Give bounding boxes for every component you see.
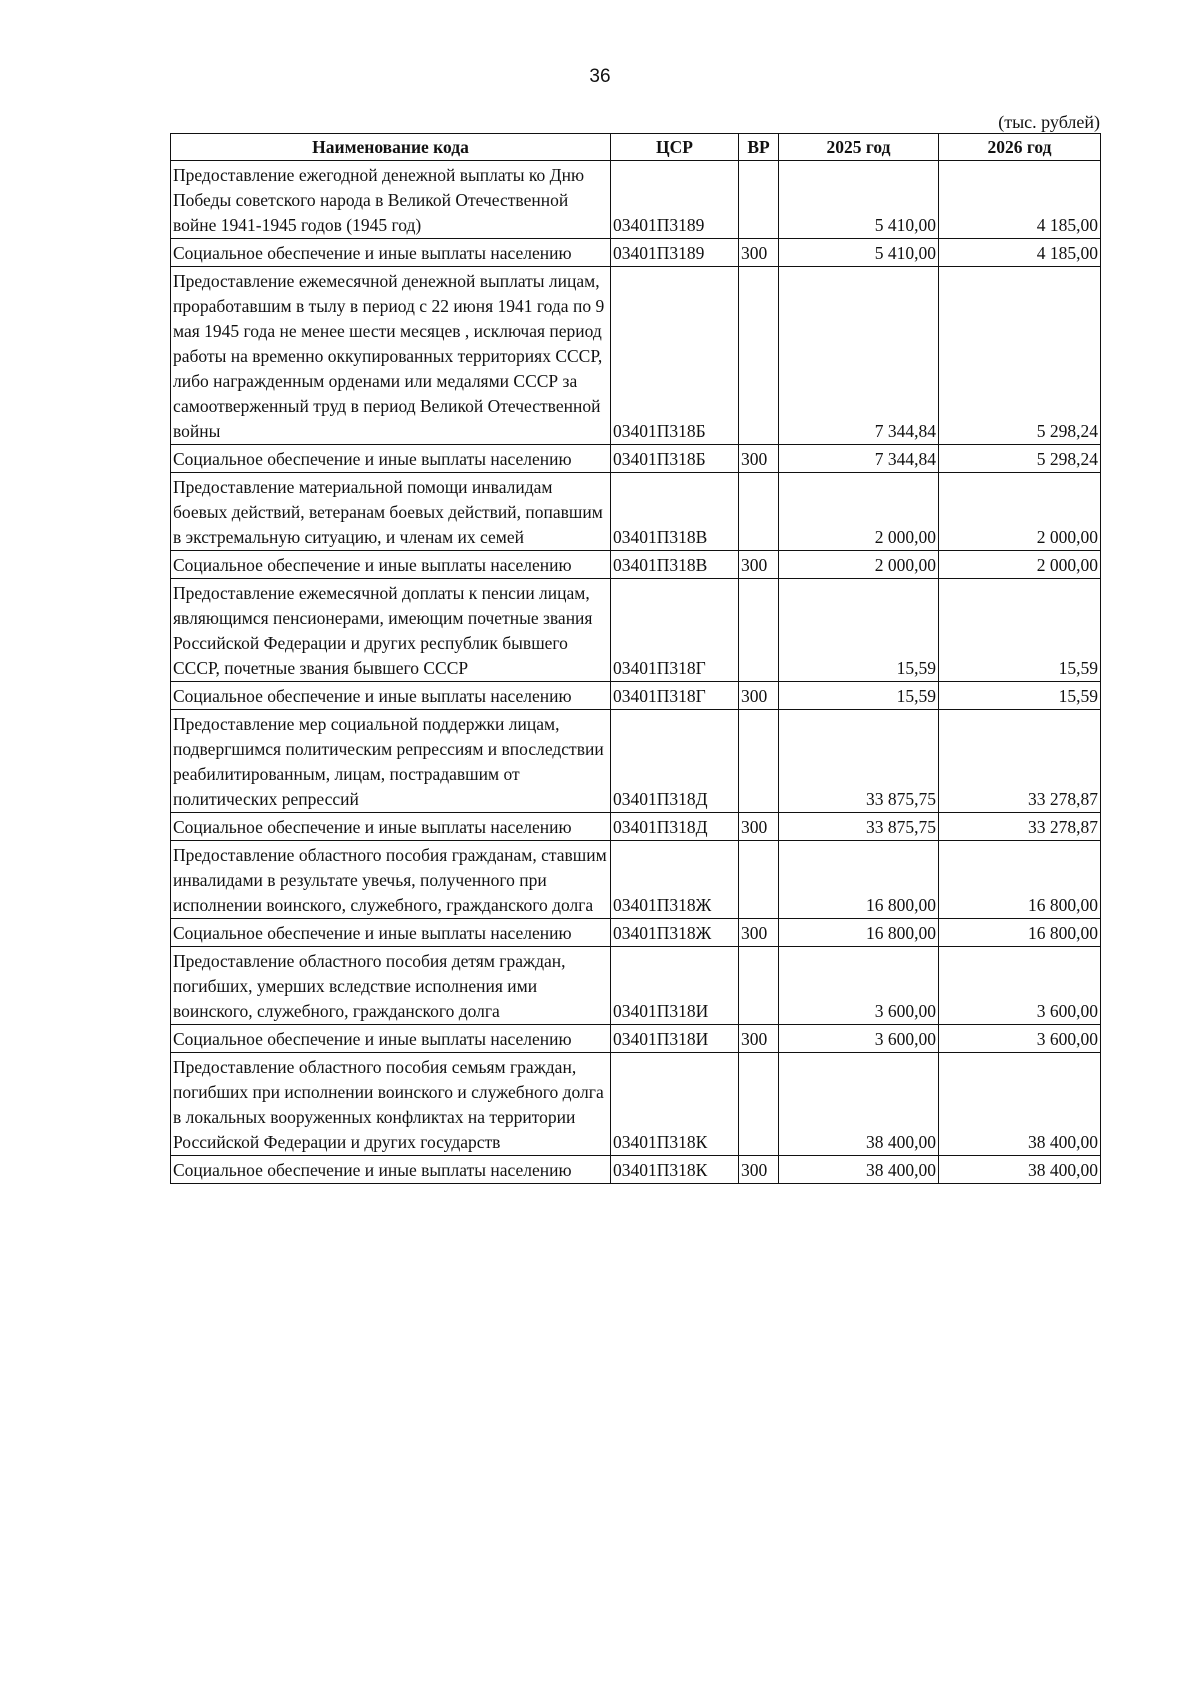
cell-csr: 03401П318К xyxy=(611,1156,739,1184)
table-row xyxy=(171,267,1101,445)
table-body xyxy=(171,161,1101,1184)
cell-csr: 03401П318И xyxy=(611,1025,739,1053)
table-row xyxy=(171,473,1101,551)
cell-2025: 5 410,00 xyxy=(779,239,939,267)
cell-name: Предоставление материальной помощи инвалидам боевых действий, ветеранам боевых действий, попавшим в экстремальную ситуацию, и членам их семей xyxy=(171,473,611,551)
units-label: (тыс. рублей) xyxy=(998,112,1100,132)
header-2025: 2025 год xyxy=(779,134,939,161)
cell-name: Социальное обеспечение и иные выплаты населению xyxy=(171,682,611,710)
cell-name: Предоставление ежемесячной денежной выплаты лицам, проработавшим в тылу в период с 22 июня 1941 года по 9 мая 1945 года не менее шести месяцев , исключая период работы на временно оккупированных территориях СССР, либо награжденным орденами или медалями СССР за самоотверженный труд в период Великой Отечественной войны xyxy=(171,267,611,445)
cell-2026: 38 400,00 xyxy=(939,1053,1101,1156)
table-row xyxy=(171,813,1101,841)
cell-vr xyxy=(739,267,779,445)
cell-2025: 2 000,00 xyxy=(779,551,939,579)
cell-2025: 16 800,00 xyxy=(779,841,939,919)
cell-2026: 2 000,00 xyxy=(939,473,1101,551)
table-row xyxy=(171,1156,1101,1184)
cell-2026: 4 185,00 xyxy=(939,161,1101,239)
header-name: Наименование кода xyxy=(171,134,611,161)
cell-2026: 33 278,87 xyxy=(939,813,1101,841)
cell-vr: 300 xyxy=(739,1025,779,1053)
cell-csr: 03401П318Б xyxy=(611,267,739,445)
cell-2025: 33 875,75 xyxy=(779,813,939,841)
cell-2025: 2 000,00 xyxy=(779,473,939,551)
cell-csr: 03401П318Г xyxy=(611,682,739,710)
cell-2025: 7 344,84 xyxy=(779,267,939,445)
table-row xyxy=(171,239,1101,267)
cell-name: Предоставление мер социальной поддержки лицам, подвергшимся политическим репрессиям и впоследствии реабилитированным, лицам, пострадавшим от политических репрессий xyxy=(171,710,611,813)
cell-2025: 15,59 xyxy=(779,579,939,682)
table-row xyxy=(171,1053,1101,1156)
cell-vr xyxy=(739,473,779,551)
cell-name: Социальное обеспечение и иные выплаты населению xyxy=(171,239,611,267)
cell-2025: 5 410,00 xyxy=(779,161,939,239)
cell-vr: 300 xyxy=(739,445,779,473)
cell-vr xyxy=(739,841,779,919)
cell-2025: 33 875,75 xyxy=(779,710,939,813)
cell-2026: 4 185,00 xyxy=(939,239,1101,267)
table-row xyxy=(171,682,1101,710)
cell-2026: 15,59 xyxy=(939,682,1101,710)
cell-2025: 38 400,00 xyxy=(779,1053,939,1156)
cell-2025: 7 344,84 xyxy=(779,445,939,473)
cell-name: Предоставление областного пособия детям граждан, погибших, умерших вследствие исполнения ими воинского, служебного, гражданского долга xyxy=(171,947,611,1025)
cell-vr: 300 xyxy=(739,551,779,579)
cell-vr xyxy=(739,710,779,813)
table-row xyxy=(171,947,1101,1025)
page-number: 36 xyxy=(589,66,611,87)
cell-2026: 33 278,87 xyxy=(939,710,1101,813)
cell-2025: 3 600,00 xyxy=(779,947,939,1025)
table-row xyxy=(171,710,1101,813)
cell-2026: 3 600,00 xyxy=(939,947,1101,1025)
table-row xyxy=(171,551,1101,579)
cell-csr: 03401П318В xyxy=(611,473,739,551)
table-header-row xyxy=(171,134,1101,161)
budget-table xyxy=(170,133,1101,1184)
cell-csr: 03401П318Д xyxy=(611,710,739,813)
cell-name: Предоставление ежемесячной доплаты к пенсии лицам, являющимся пенсионерами, имеющим почетные звания Российской Федерации и других республик бывшего СССР, почетные звания бывшего СССР xyxy=(171,579,611,682)
cell-2026: 16 800,00 xyxy=(939,919,1101,947)
cell-csr: 03401П318Ж xyxy=(611,919,739,947)
cell-csr: 03401П3189 xyxy=(611,161,739,239)
cell-vr xyxy=(739,579,779,682)
cell-csr: 03401П318В xyxy=(611,551,739,579)
cell-csr: 03401П318Г xyxy=(611,579,739,682)
cell-name: Социальное обеспечение и иные выплаты населению xyxy=(171,445,611,473)
cell-csr: 03401П3189 xyxy=(611,239,739,267)
table-row xyxy=(171,579,1101,682)
cell-2025: 38 400,00 xyxy=(779,1156,939,1184)
cell-vr: 300 xyxy=(739,919,779,947)
header-csr: ЦСР xyxy=(611,134,739,161)
cell-name: Социальное обеспечение и иные выплаты населению xyxy=(171,1156,611,1184)
cell-name: Предоставление областного пособия семьям граждан, погибших при исполнении воинского и служебного долга в локальных вооруженных конфликтах на территории Российской Федерации и других государств xyxy=(171,1053,611,1156)
cell-2026: 16 800,00 xyxy=(939,841,1101,919)
table-row xyxy=(171,445,1101,473)
cell-csr: 03401П318Ж xyxy=(611,841,739,919)
cell-name: Социальное обеспечение и иные выплаты населению xyxy=(171,813,611,841)
header-vr: ВР xyxy=(739,134,779,161)
cell-2026: 5 298,24 xyxy=(939,267,1101,445)
cell-csr: 03401П318К xyxy=(611,1053,739,1156)
cell-2026: 3 600,00 xyxy=(939,1025,1101,1053)
cell-csr: 03401П318Б xyxy=(611,445,739,473)
cell-2025: 16 800,00 xyxy=(779,919,939,947)
cell-2026: 15,59 xyxy=(939,579,1101,682)
cell-vr xyxy=(739,947,779,1025)
cell-vr xyxy=(739,161,779,239)
cell-vr: 300 xyxy=(739,682,779,710)
cell-2025: 3 600,00 xyxy=(779,1025,939,1053)
cell-name: Социальное обеспечение и иные выплаты населению xyxy=(171,919,611,947)
cell-2026: 38 400,00 xyxy=(939,1156,1101,1184)
cell-name: Предоставление областного пособия гражданам, ставшим инвалидами в результате увечья, полученного при исполнении воинского, служебного, гражданского долга xyxy=(171,841,611,919)
cell-vr: 300 xyxy=(739,813,779,841)
table-row xyxy=(171,841,1101,919)
cell-name: Социальное обеспечение и иные выплаты населению xyxy=(171,1025,611,1053)
cell-2026: 5 298,24 xyxy=(939,445,1101,473)
table-row xyxy=(171,919,1101,947)
cell-name: Социальное обеспечение и иные выплаты населению xyxy=(171,551,611,579)
cell-csr: 03401П318И xyxy=(611,947,739,1025)
table-row xyxy=(171,1025,1101,1053)
cell-2025: 15,59 xyxy=(779,682,939,710)
cell-2026: 2 000,00 xyxy=(939,551,1101,579)
cell-vr xyxy=(739,1053,779,1156)
cell-vr: 300 xyxy=(739,1156,779,1184)
cell-vr: 300 xyxy=(739,239,779,267)
header-2026: 2026 год xyxy=(939,134,1101,161)
cell-csr: 03401П318Д xyxy=(611,813,739,841)
table-row xyxy=(171,161,1101,239)
cell-name: Предоставление ежегодной денежной выплаты ко Дню Победы советского народа в Великой Отечественной войне 1941-1945 годов (1945 год) xyxy=(171,161,611,239)
